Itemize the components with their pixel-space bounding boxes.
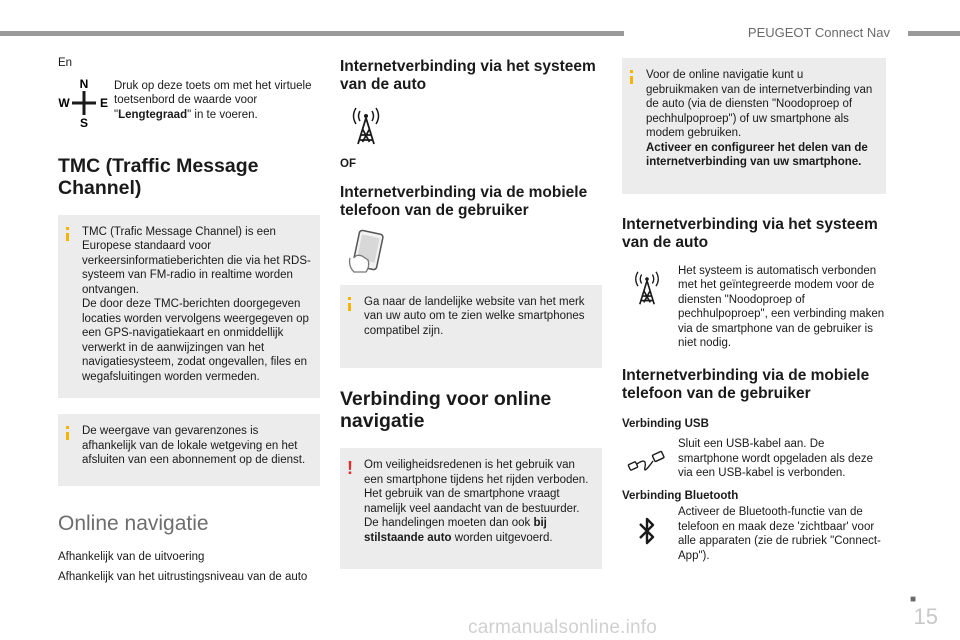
header-rule (0, 31, 624, 36)
smartphone-icon (340, 228, 602, 279)
zones-info-text: De weergave van gevarenzones is afhankelijk van de lokale wetgeving en het afsluiten van een abonnement op de dienst. (82, 425, 306, 466)
or-label: OF (340, 158, 356, 170)
phone-info-text: Ga naar de landelijke website van het merk van uw auto om te zien welke smartphones compatibel zijn. (364, 295, 585, 337)
info-icon (66, 426, 69, 440)
header-rule-right (908, 31, 960, 36)
compass-s: S (79, 115, 89, 130)
bluetooth-row (622, 505, 886, 563)
car-connection-heading: Internetverbinding via het systeem van de auto (340, 58, 596, 93)
car-connection-row (622, 264, 886, 351)
warning-icon: ! (347, 458, 353, 478)
compass-row (58, 77, 320, 129)
compass-n: N (79, 76, 89, 91)
car-connection-heading-2: Internetverbinding via het systeem van de auto (622, 215, 878, 251)
phone-connection-heading-2: Internetverbinding via de mobiele telefoon van de gebruiker (622, 366, 870, 402)
compass-e: E (99, 95, 109, 110)
online-info-bold: Activeer en configureer het delen van de internetverbinding van uw smartphone. (646, 141, 868, 168)
page-number: 15 (913, 604, 938, 629)
tmc-heading: TMC (Traffic Message Channel) (58, 154, 259, 199)
online-p2: Afhankelijk van het uitrustingsniveau van de auto (58, 571, 308, 583)
car-connection-text: Het systeem is automatisch verbonden met het geïntegreerde modem voor de diensten "Noodoproep of pechhulpoproep", een verbinding maken via de smartphone van de gebruiker is niet nodig. (678, 264, 885, 349)
watermark: carmanualsonline.info (468, 617, 658, 638)
bluetooth-text: Activeer de Bluetooth-functie van de telefoon en maak deze 'zichtbaar' voor alle apparaten (zie de rubriek "Connect-App"). (678, 506, 881, 562)
continued-marker: ■ (909, 594, 916, 605)
phone-connection-heading: Internetverbinding via de mobiele telefoon van de gebruiker (340, 183, 588, 219)
online-p1: Afhankelijk van de uitvoering (58, 550, 205, 563)
warning-text: Om veiligheidsredenen is het gebruik van een smartphone tijdens het rijden verboden. Het gebruik van de smartphone vraagt namelijk veel aandacht van de bestuurder. De handelingen moeten dan ook bij stilstaande auto worden uitgevoerd. (364, 459, 589, 544)
warning-box (340, 448, 602, 569)
phone-info-box (340, 285, 602, 369)
tmc-info-box (58, 215, 320, 399)
antenna-icon (622, 264, 672, 306)
tmc-info-p2: De door deze TMC-berichten doorgegeven locaties worden vervolgens weergegeven op een GPS-navigatiekaart en onmiddellijk verwerkt in de aanwijzingen van het navigatiesysteem, zodat ongevallen, files en wegafsluitingen worden vermeden. (82, 298, 309, 383)
antenna-icon (340, 106, 602, 151)
info-icon (66, 227, 69, 241)
usb-cable-icon (622, 437, 672, 477)
tmc-info-p1: TMC (Trafic Message Channel) is een Europese standaard voor verkeersinformatieberichten die via het RDS-systeem van FM-radio in realtime worden ontvangen. (82, 225, 311, 296)
online-info-box (622, 58, 886, 194)
zones-info-box (58, 414, 320, 486)
online-info-text: Voor de online navigatie kunt u gebruikmaken van de internetverbinding van de auto (via de diensten "Noodoproep of pechhulpoproep") of uw smartphone als modem gebruiken. (646, 69, 873, 139)
bluetooth-label: Verbinding Bluetooth (622, 489, 739, 502)
online-connection-heading: Verbinding voor online navigatie (340, 388, 552, 432)
compass-w: W (58, 95, 70, 110)
en-label: En (58, 57, 73, 69)
running-head: PEUGEOT Connect Nav (747, 25, 890, 40)
usb-row (622, 437, 886, 481)
column-1 (58, 50, 320, 585)
info-icon (630, 70, 633, 84)
compass-icon (58, 77, 110, 129)
bluetooth-icon (622, 505, 672, 547)
online-navigation-heading: Online navigatie (58, 511, 209, 535)
usb-label: Verbinding USB (622, 417, 709, 430)
column-2 (340, 50, 602, 569)
info-icon (348, 297, 351, 311)
usb-text: Sluit een USB-kabel aan. De smartphone wordt opgeladen als deze via een USB-kabel is verbonden. (678, 438, 873, 479)
column-3 (622, 50, 886, 563)
compass-description: Druk op deze toets om met het virtuele toetsenbord de waarde voor "Lengtegraad" in te voeren. (114, 79, 312, 121)
